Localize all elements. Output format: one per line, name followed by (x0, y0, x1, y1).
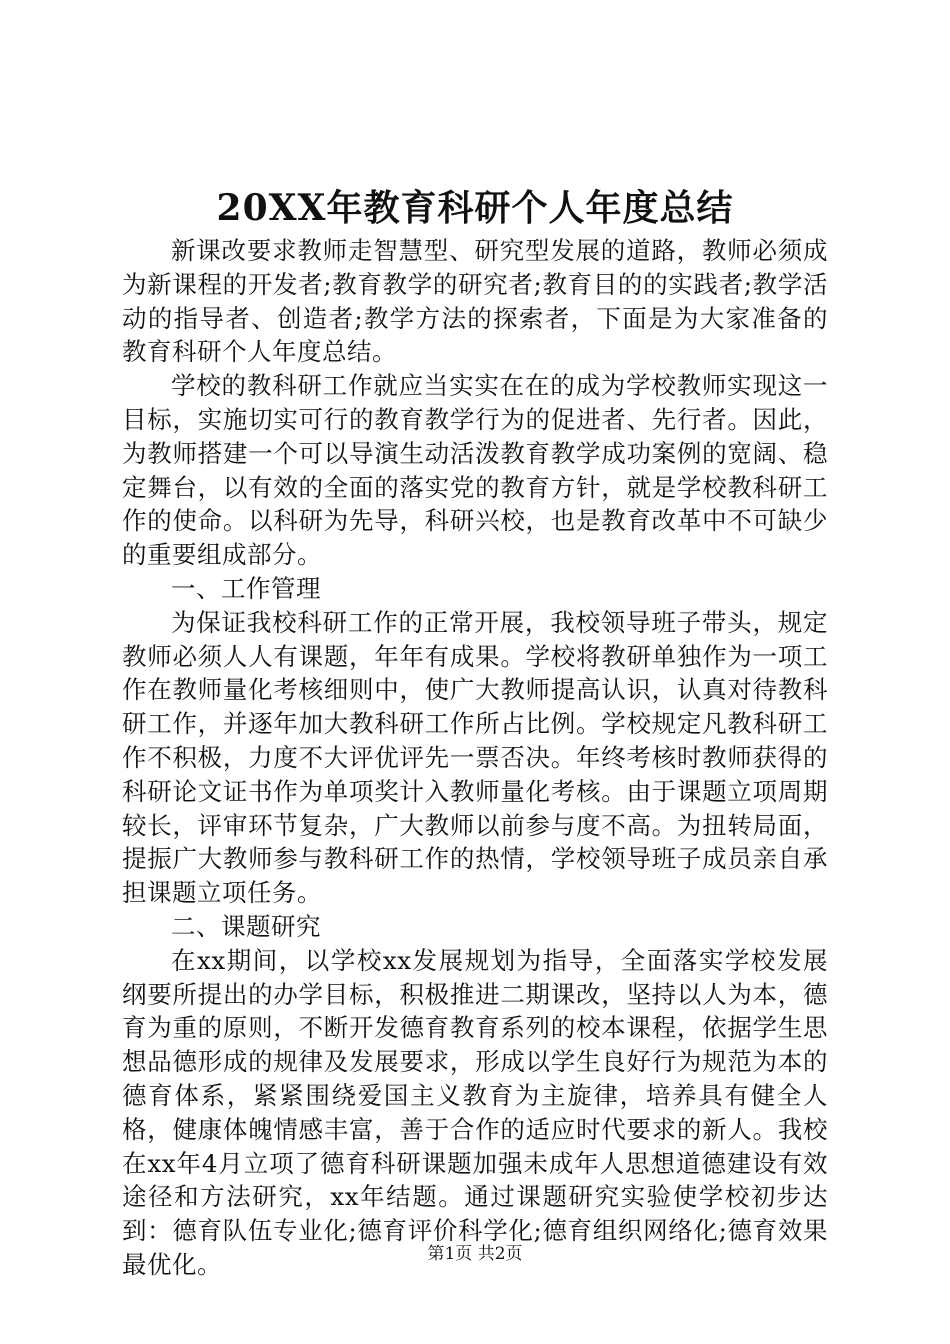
paragraph-work-management: 为保证我校科研工作的正常开展，我校领导班子带头，规定教师必须人人有课题，年年有成果。学校将教研单独作为一项工作在教师量化考核细则中，使广大教师提高认识，认真对待教科研工作，并逐年加大教科研工作所占比例。学校规定凡教科研工作不积极，力度不大评优评先一票否决。年终考核时教师获得的科研论文证书作为单项奖计入教师量化考核。由于课题立项周期较长，评审环节复杂，广大教师以前参与度不高。为扭转局面，提振广大教师参与教科研工作的热情，学校领导班子成员亲自承担课题立项任务。 (122, 607, 828, 908)
paragraph-mission: 学校的教科研工作就应当实实在在的成为学校教师实现这一目标，实施切实可行的教育教学行为的促进者、先行者。因此，为教师搭建一个可以导演生动活泼教育教学成功案例的宽阔、稳定舞台，以有效的全面的落实党的教育方针，就是学校教科研工作的使命。以科研为先导，科研兴校，也是教育改革中不可缺少的重要组成部分。 (122, 371, 828, 570)
paragraph-topic-research: 在xx期间，以学校xx发展规划为指导，全面落实学校发展纲要所提出的办学目标，积极推进二期课改，坚持以人为本，德育为重的原则，不断开发德育教育系列的校本课程，依据学生思想品德形成的规律及发展要求，形成以学生良好行为规范为本的德育体系，紧紧围绕爱国主义教育为主旋律，培养具有健全人格，健康体魄情感丰富，善于合作的适应时代要求的新人。我校在xx年4月立项了德育科研课题加强未成年人思想道德建设有效途径和方法研究，xx年结题。通过课题研究实验使学校初步达到：德育队伍专业化;德育评价科学化;德育组织网络化;德育效果最优化。 (122, 945, 828, 1279)
paragraph-intro: 新课改要求教师走智慧型、研究型发展的道路，教师必须成为新课程的开发者;教育教学的研究者;教育目的的实践者;教学活动的指导者、创造者;教学方法的探索者，下面是为大家准备的教育科研个人年度总结。 (122, 236, 828, 367)
page-number-footer: 第1页 共2页 (427, 1244, 523, 1264)
document-title: 20XX年教育科研个人年度总结 (216, 187, 734, 229)
section-heading-topic-research: 二、课题研究 (171, 911, 321, 941)
section-heading-work-management: 一、工作管理 (171, 573, 321, 603)
document-body (122, 234, 828, 1282)
